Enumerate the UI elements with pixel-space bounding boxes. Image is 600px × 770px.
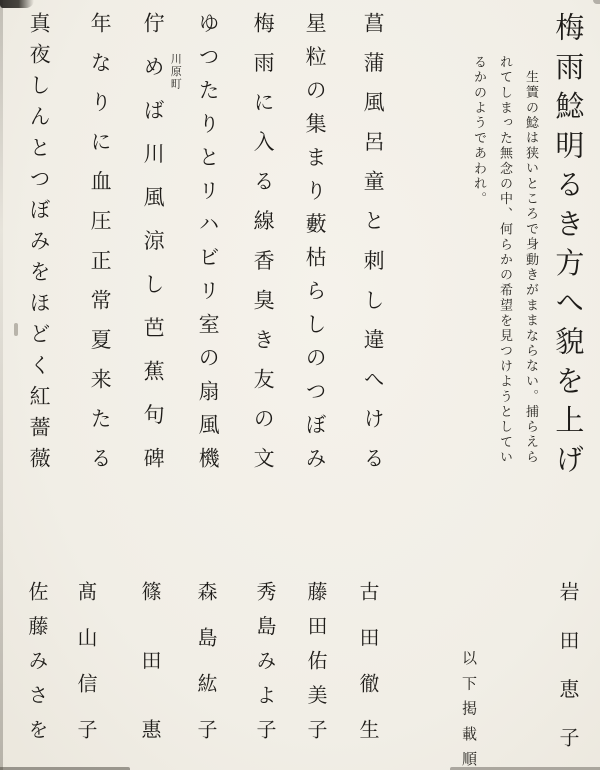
haiku-text: 真夜しんとつぼみをほどく紅薔薇 — [27, 12, 52, 477]
scan-edge-shadow — [0, 0, 3, 770]
scan-artifact — [14, 323, 18, 336]
haiku-author: 森島紘子 — [194, 581, 216, 747]
commentary-line: るかのようであわれ。 — [472, 55, 487, 207]
haiku-author: 藤田佑美子 — [304, 581, 326, 747]
haiku-text: 星粒の集まり藪枯らしのつぼみ — [303, 12, 328, 477]
haiku-headnote: 川原町 — [169, 53, 182, 91]
listing-order-note: 以下掲載順 — [460, 650, 476, 766]
haiku-text: ゆつたりとリハビリ室の扇風機 — [196, 12, 221, 478]
commentary-block — [466, 55, 544, 469]
haiku-text: 菖蒲風呂童と刺し違へける — [361, 12, 386, 477]
haiku-text: 梅雨に入る線香臭き友の文 — [251, 12, 276, 477]
haiku-author: 篠田惠 — [138, 581, 160, 747]
haiku-author: 古田徹生 — [356, 581, 378, 747]
haiku-author: 髙山信子 — [74, 581, 96, 747]
haiku-author: 秀島みよ子 — [253, 581, 275, 747]
scan-artifact — [593, 0, 600, 4]
featured-haiku-author: 岩田恵子 — [556, 581, 578, 747]
commentary-line: れてしまった無念の中、何らかの希望を見つけようとしてい — [498, 55, 513, 466]
commentary-line: 生簀の鯰は狭いところで身動きがままならない。捕らえら — [524, 70, 539, 466]
featured-haiku-text: 梅雨鯰明るき方へ貌を上げ — [551, 12, 584, 482]
haiku-text: 佇めば川風涼し芭蕉句碑 — [141, 12, 166, 477]
haiku-text: 年なりに血圧正常夏来たる — [88, 12, 113, 477]
scan-artifact — [0, 0, 34, 8]
haiku-author: 佐藤みさを — [25, 581, 47, 747]
